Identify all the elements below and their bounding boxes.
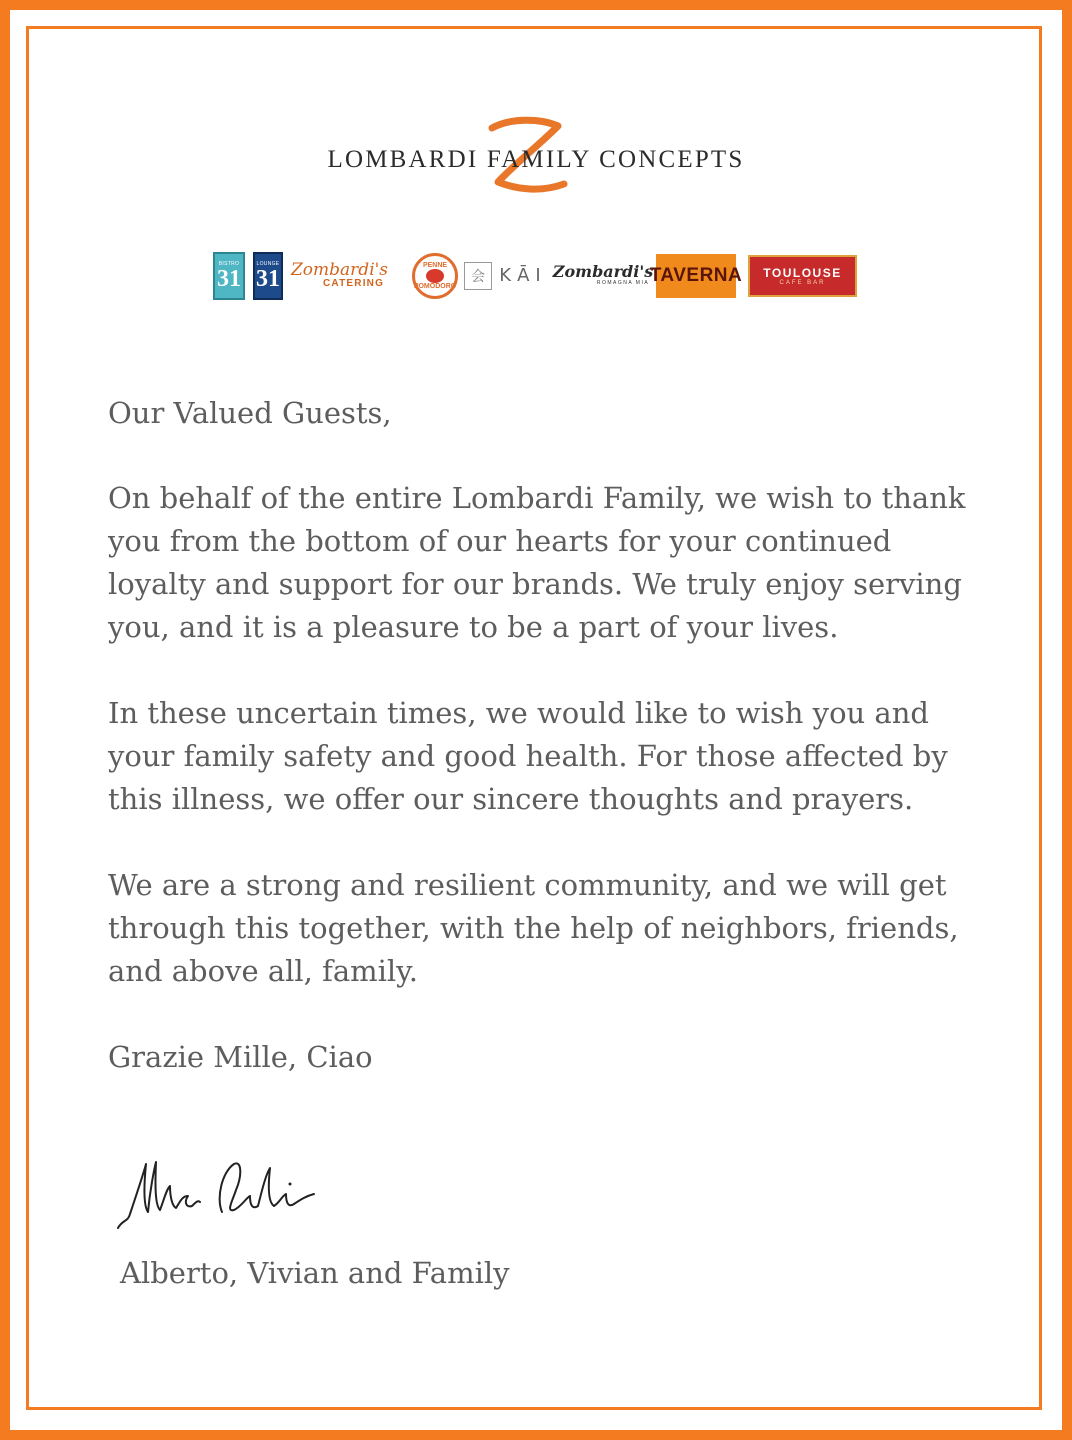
- penne-bottom: POMODORO: [413, 283, 457, 290]
- salutation: Our Valued Guests,: [108, 396, 392, 430]
- catering-script: Zombardi's: [291, 259, 389, 280]
- lounge-31-label: LOUNGE: [256, 261, 280, 267]
- closing: Grazie Mille, Ciao: [108, 1040, 373, 1074]
- lounge-31-logo: [253, 252, 283, 300]
- bistro-31-label: BISTRO: [218, 261, 240, 267]
- lombardis-catering-logo: [289, 250, 407, 300]
- taverna-logo: [649, 254, 743, 298]
- handwritten-signature: [110, 1150, 340, 1240]
- kai-glyph-icon: 会: [464, 262, 492, 290]
- letterhead: [0, 0, 1072, 220]
- kai-logo: KĀI: [499, 264, 547, 286]
- bistro-31-logo: [213, 252, 245, 300]
- taverna-name: TAVERNA: [649, 265, 743, 286]
- letter-body: [108, 392, 978, 1079]
- toulouse-logo: [748, 255, 857, 297]
- romagna-sub: ROMAGNA MIA: [596, 280, 650, 286]
- toulouse-name: TOULOUSE: [763, 266, 842, 280]
- brand-logos-row: [0, 250, 1072, 302]
- tomato-icon: [426, 269, 444, 283]
- lounge-31-number: 31: [256, 266, 280, 292]
- lombardis-romagna-mia-logo: [553, 250, 653, 300]
- penne-pomodoro-logo: [412, 253, 458, 299]
- company-name: LOMBARDI FAMILY CONCEPTS: [327, 146, 745, 173]
- signature-name: Alberto, Vivian and Family: [120, 1256, 510, 1290]
- toulouse-sub: CAFE BAR: [779, 280, 826, 286]
- paragraph-3: We are a strong and resilient community, and we will get through this together, with the help of neighbors, friends, and above all, family.: [108, 868, 959, 988]
- bistro-31-number: 31: [217, 266, 241, 292]
- paragraph-1: On behalf of the entire Lombardi Family, we wish to thank you from the bottom of our hearts for your continued loyalty and support for our brands. We truly enjoy serving you, and it is a pleasure to be a part of your lives.: [108, 481, 966, 644]
- paragraph-2: In these uncertain times, we would like to wish you and your family safety and good health. For those affected by this illness, we offer our sincere thoughts and prayers.: [108, 696, 948, 816]
- romagna-script: Zombardi's: [552, 262, 654, 281]
- catering-sub: CATERING: [323, 277, 385, 289]
- penne-top: PENNE: [422, 262, 448, 269]
